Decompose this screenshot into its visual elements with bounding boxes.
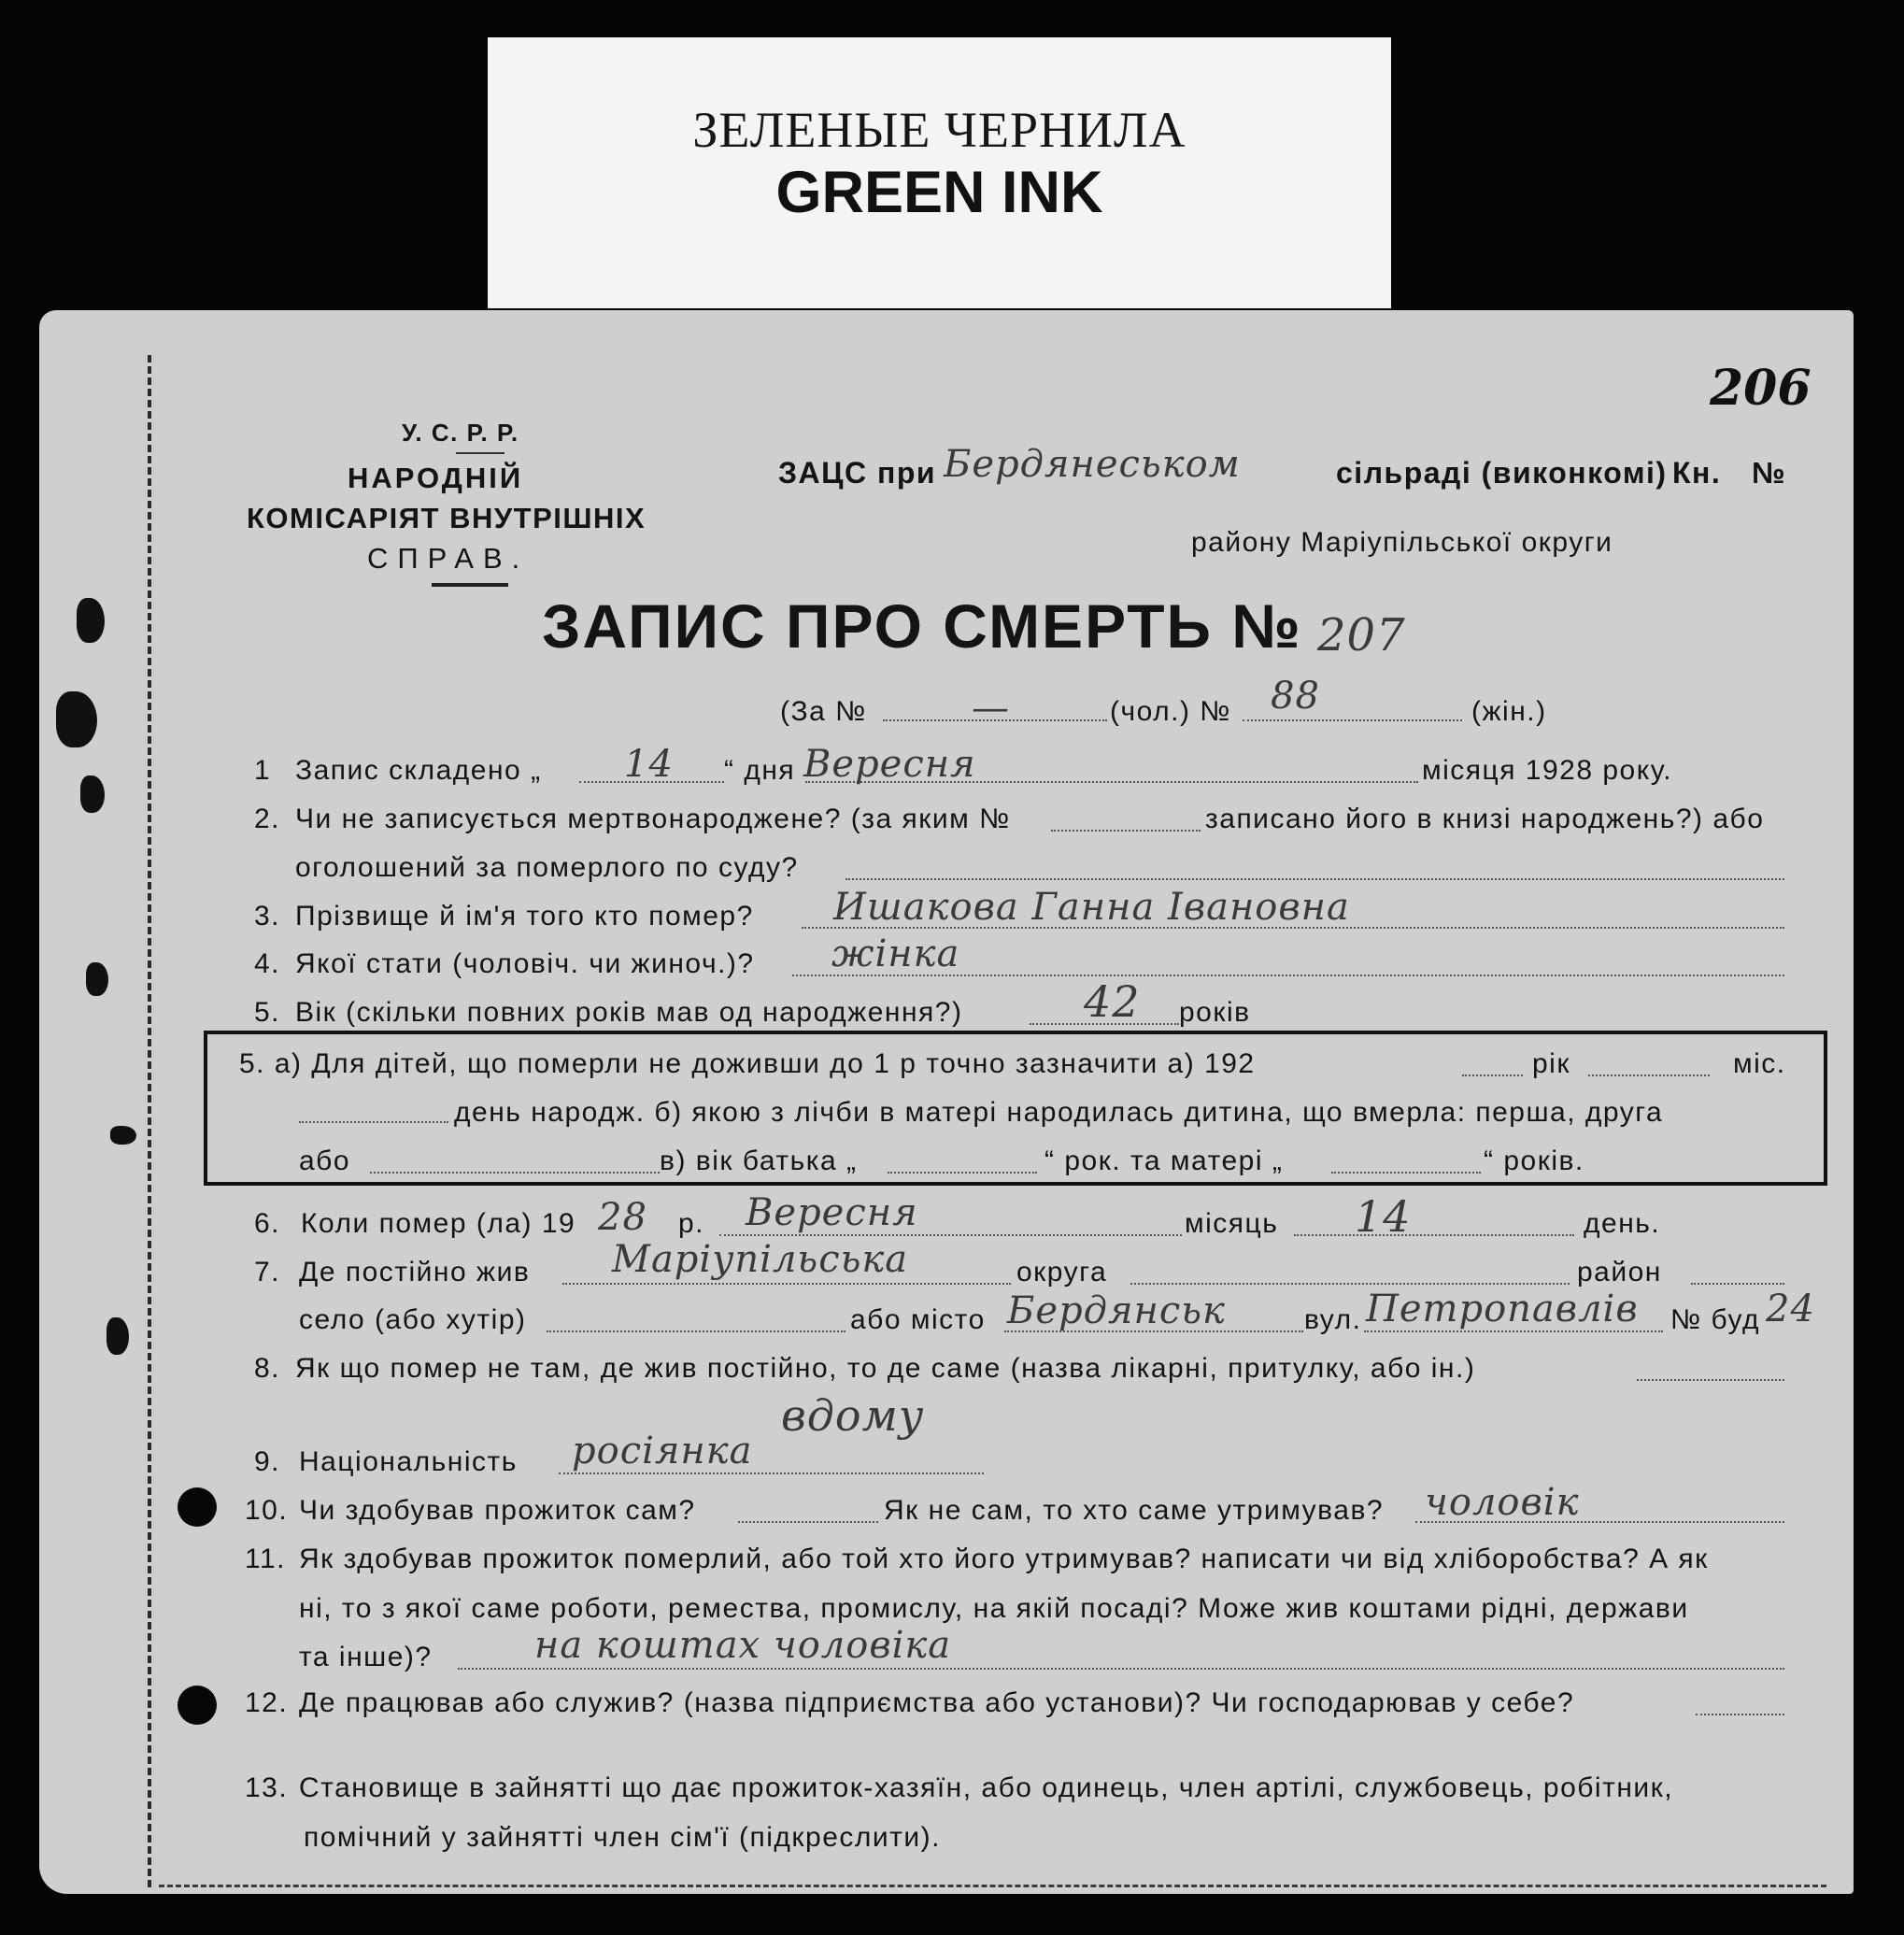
dotted-line (547, 1330, 845, 1332)
item7-rayon-label: район (1577, 1257, 1662, 1288)
district-line: району Маріупільської округи (1191, 527, 1613, 558)
record-month-handwritten: Вересня (803, 743, 976, 786)
bottom-perforation (159, 1885, 1826, 1887)
item7-city-label: або місто (850, 1304, 986, 1335)
item5a-line3: в) вік батька „ (660, 1145, 858, 1176)
item1-label: Запис складено „ (295, 755, 542, 786)
item-number: 13. (245, 1772, 289, 1803)
dotted-line (1364, 1330, 1663, 1332)
item5-label: Вік (скільки повних років мав од народження?) (295, 997, 963, 1028)
dotted-line (370, 1172, 660, 1174)
item10-label: Чи здобував прожиток сам? (299, 1495, 696, 1526)
death-month-handwritten: Вересня (746, 1191, 918, 1234)
item4-label: Якої стати (чоловіч. чи жиноч.)? (295, 948, 755, 979)
item7-label: Де постійно жив (299, 1257, 531, 1288)
zags-suffix: сільраді (виконкомі) (1336, 456, 1668, 490)
item5a-line2: день народж. б) якою з лічби в матері народилась дитина, що вмерла: перша, друга (454, 1097, 1664, 1128)
dotted-line (1462, 1074, 1523, 1076)
dotted-line (1691, 1283, 1784, 1285)
item2-label-b: записано його в книзі народжень?) або (1205, 804, 1765, 834)
dotted-line (1696, 1714, 1784, 1715)
item9-label: Національність (299, 1446, 518, 1477)
item6-month-label: місяць (1185, 1208, 1279, 1239)
item7-house-label: № буд (1670, 1304, 1761, 1335)
dotted-line (1331, 1172, 1481, 1174)
archive-label-card (488, 37, 1391, 308)
dotted-line (1588, 1074, 1710, 1076)
item-number: 3. (254, 901, 281, 932)
death-day-handwritten: 14 (1355, 1191, 1412, 1242)
item3-label: Прізвище й ім'я того кто помер? (295, 901, 754, 932)
item-number: 11. (245, 1544, 286, 1574)
item6-day-label: день. (1584, 1208, 1661, 1239)
residence-street-handwritten: Петропавлів (1366, 1288, 1639, 1330)
item5a-years-label: “ років. (1484, 1145, 1584, 1176)
item1-day-label: “ дня (724, 755, 796, 786)
record-number-handwritten: 207 (1317, 609, 1406, 662)
item2-label-c: оголошений за померлого по суду? (295, 852, 799, 883)
dotted-line (559, 1473, 984, 1474)
item11-label-c: та інше)? (299, 1642, 433, 1672)
item-number: 4. (254, 948, 281, 979)
zhin-label: (жін.) (1471, 696, 1547, 727)
dotted-line (738, 1521, 878, 1523)
ussr-heading: У. С. Р. Р. (402, 419, 519, 447)
torn-edge (80, 775, 105, 813)
dotted-line (888, 1172, 1037, 1174)
residence-region-handwritten: Маріупільська (612, 1238, 909, 1281)
torn-edge (107, 1317, 129, 1355)
torn-edge (110, 1126, 136, 1145)
item-number: 9. (254, 1446, 281, 1477)
item11-label-b: ні, то з якої саме роботи, ремества, промислу, на якій посаді? Може жив коштами рідні, держави (299, 1593, 1689, 1624)
item5a-month-label: міс. (1733, 1048, 1786, 1079)
torn-edge (56, 691, 97, 747)
death-place-handwritten: вдому (781, 1390, 925, 1441)
dotted-line (562, 1283, 1011, 1285)
item11-label: Як здобував прожиток померлий, або той хто його утримував? написати чи від хліборобства? А як (299, 1544, 1709, 1574)
dotted-line (299, 1121, 448, 1123)
sex-handwritten: жінка (831, 932, 960, 975)
item-number: 2. (254, 804, 281, 834)
chol-number-handwritten: 88 (1271, 675, 1320, 718)
title-text: ЗАПИС ПРО СМЕРТЬ № (542, 591, 1302, 661)
za-dash-handwritten: — (972, 687, 1010, 730)
ministry-line2: КОМІСАРІЯТ ВНУТРІШНІХ (247, 502, 647, 534)
page-title (542, 590, 1302, 662)
divider (456, 452, 504, 454)
dotted-line (1294, 1234, 1574, 1236)
item7-village-label: село (або хутір) (299, 1304, 527, 1335)
chol-label: (чол.) № (1110, 696, 1231, 727)
item5a-line1: 5. а) Для дітей, що померли не доживши до 1 р точно зазначити а) 192 (239, 1048, 1256, 1079)
item5a-mother-label: “ рок. та матері „ (1044, 1145, 1284, 1176)
torn-edge (86, 962, 108, 996)
item2-label: Чи не записується мертвонароджене? (за яким № (295, 804, 1011, 834)
age-handwritten: 42 (1084, 976, 1141, 1027)
label-russian: ЗЕЛЕНЫЕ ЧЕРНИЛА (692, 102, 1186, 158)
book-label: Кн. (1672, 456, 1722, 490)
punch-hole (178, 1487, 217, 1527)
record-day-handwritten: 14 (624, 743, 674, 786)
zags-council-handwritten: Бердянеськом (944, 443, 1241, 486)
item-number: 8. (254, 1353, 281, 1384)
item-number: 1 (254, 755, 272, 786)
ministry-line3: СПРАВ. (367, 542, 530, 575)
za-label: (За № (780, 696, 867, 727)
item6-year-suffix: р. (678, 1208, 705, 1239)
house-number-handwritten: 24 (1766, 1288, 1815, 1330)
torn-edge (77, 598, 105, 643)
supporter-handwritten: чоловік (1425, 1481, 1580, 1524)
residence-city-handwritten: Бердянськ (1007, 1289, 1226, 1332)
death-year-handwritten: 28 (598, 1196, 647, 1239)
punch-hole (178, 1686, 217, 1725)
item12-label: Де працював або служив? (назва підприємства або установи)? Чи господарював у себе? (299, 1687, 1575, 1718)
nationality-handwritten: росіянка (572, 1430, 753, 1473)
zags-prefix: ЗАЦС при (778, 456, 937, 490)
item5-years-label: років (1179, 997, 1251, 1028)
item6-label: Коли помер (ла) 19 (301, 1208, 576, 1239)
archive-page-number: 206 (1710, 360, 1812, 417)
ministry-line1: НАРОДНІЙ (348, 462, 524, 494)
item7-okruha-label: округа (1016, 1257, 1108, 1288)
label-english: GREEN INK (775, 160, 1103, 225)
perforation-line (148, 355, 151, 1887)
dotted-line (1130, 1283, 1570, 1285)
dotted-line (1051, 830, 1201, 832)
item-number: 10. (245, 1495, 289, 1526)
book-number-label: № (1752, 456, 1787, 490)
item5a-or-label: або (299, 1145, 351, 1176)
divider (432, 583, 508, 587)
item-number: 5. (254, 997, 281, 1028)
deceased-name-handwritten: Ишакова Ганна Івановна (833, 886, 1350, 929)
dotted-line (1637, 1379, 1784, 1381)
income-source-handwritten: на коштах чоловіка (534, 1624, 952, 1667)
dotted-line (845, 878, 1784, 880)
item13-label-b: помічний у зайнятті член сім'ї (підкреслити). (304, 1822, 941, 1853)
item-number: 7. (254, 1257, 281, 1288)
item-number: 12. (245, 1687, 289, 1718)
item-number: 6. (254, 1208, 281, 1239)
dotted-line (719, 1234, 1182, 1236)
dotted-line (1243, 719, 1462, 721)
item1-year-label: місяця 1928 року. (1422, 755, 1673, 786)
item13-label: Становище в зайнятті що дає прожиток-хазяїн, або одинець, член артілі, службовець, робітник, (299, 1772, 1674, 1803)
item10-label-b: Як не сам, то хто саме утримував? (884, 1495, 1385, 1526)
item5a-year-label: рік (1532, 1048, 1570, 1079)
item8-label: Як що помер не там, де жив постійно, то де саме (назва лікарні, притулку, або ін.) (295, 1353, 1476, 1384)
item7-street-label: вул. (1304, 1304, 1362, 1335)
dotted-line (458, 1668, 1784, 1670)
